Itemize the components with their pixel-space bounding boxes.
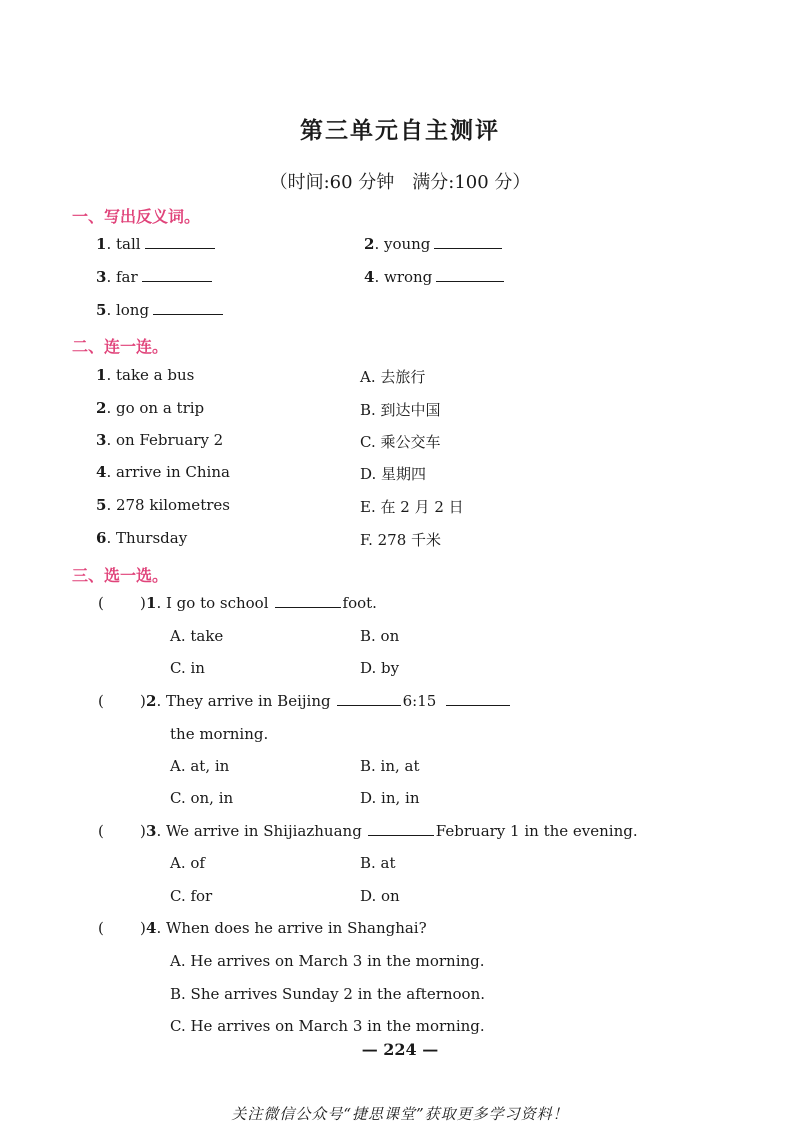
- question-3: [146, 822, 638, 840]
- question-2-line2: the morning.: [170, 725, 269, 743]
- option[interactable]: A. of: [170, 854, 205, 872]
- match-left-item: [96, 431, 223, 449]
- match-right-item: F. 278 千米: [360, 531, 442, 549]
- option[interactable]: A. at, in: [170, 757, 230, 775]
- option[interactable]: B. at: [360, 854, 396, 872]
- item-text: . take a bus: [106, 366, 195, 384]
- question-number: 4: [146, 919, 157, 937]
- match-left-item: [96, 366, 194, 384]
- answer-paren-open: (: [98, 594, 104, 612]
- option[interactable]: D. in, in: [360, 789, 420, 807]
- answer-paren-close: ): [140, 822, 146, 840]
- answer-blank[interactable]: [434, 247, 502, 249]
- item-text: . far: [106, 268, 138, 286]
- answer-paren-open: (: [98, 692, 104, 710]
- option[interactable]: D. on: [360, 887, 400, 905]
- option[interactable]: B. on: [360, 627, 400, 645]
- item-number: 4: [364, 268, 375, 286]
- answer-blank[interactable]: [446, 704, 510, 706]
- antonym-item: [96, 235, 215, 253]
- answer-blank[interactable]: [153, 313, 223, 315]
- question-text: . I go to school: [156, 594, 269, 612]
- question-text-mid: 6:15: [402, 692, 437, 710]
- match-right-item: C. 乘公交车: [360, 433, 441, 451]
- item-text: . 278 kilometres: [106, 496, 230, 514]
- answer-blank[interactable]: [368, 834, 434, 836]
- item-text: . go on a trip: [106, 399, 205, 417]
- item-number: 3: [96, 431, 107, 449]
- item-number: 3: [96, 268, 107, 286]
- item-number: 4: [96, 463, 107, 481]
- item-text: . arrive in China: [106, 463, 230, 481]
- question-2: [146, 692, 512, 710]
- item-text: . Thursday: [106, 529, 188, 547]
- page-title: 第三单元自主测评: [300, 117, 500, 144]
- antonym-item: [364, 235, 502, 253]
- question-text: . We arrive in Shijiazhuang: [156, 822, 362, 840]
- answer-blank[interactable]: [436, 280, 504, 282]
- question-text: . When does he arrive in Shanghai?: [156, 919, 427, 937]
- question-text-post: February 1 in the evening.: [435, 822, 638, 840]
- question-text-post: foot.: [342, 594, 377, 612]
- answer-paren-open: (: [98, 919, 104, 937]
- answer-paren-close: ): [140, 919, 146, 937]
- item-number: 2: [364, 235, 375, 253]
- question-4: [146, 919, 427, 937]
- option[interactable]: B. She arrives Sunday 2 in the afternoon.: [170, 985, 486, 1003]
- match-left-item: [96, 496, 230, 514]
- answer-paren-open: (: [98, 822, 104, 840]
- option[interactable]: D. by: [360, 659, 400, 677]
- antonym-item: [364, 268, 504, 286]
- match-right-item: A. 去旅行: [360, 368, 426, 386]
- answer-blank[interactable]: [337, 704, 401, 706]
- item-number: 6: [96, 529, 107, 547]
- option[interactable]: C. for: [170, 887, 213, 905]
- question-number: 1: [146, 594, 157, 612]
- antonym-item: [96, 268, 212, 286]
- item-text: . tall: [106, 235, 141, 253]
- answer-blank[interactable]: [145, 247, 215, 249]
- answer-paren-close: ): [140, 594, 146, 612]
- item-number: 1: [96, 235, 107, 253]
- item-number: 1: [96, 366, 107, 384]
- answer-blank[interactable]: [142, 280, 212, 282]
- question-1: [146, 594, 377, 612]
- answer-blank[interactable]: [275, 606, 341, 608]
- option[interactable]: A. take: [170, 627, 224, 645]
- antonym-item: [96, 301, 223, 319]
- option[interactable]: B. in, at: [360, 757, 420, 775]
- match-left-item: [96, 399, 204, 417]
- match-right-item: B. 到达中国: [360, 401, 441, 419]
- page-subtitle: （时间:60 分钟 满分:100 分）: [269, 172, 531, 193]
- section1-heading: 一、写出反义词。: [72, 207, 201, 226]
- option[interactable]: C. on, in: [170, 789, 234, 807]
- item-text: . wrong: [374, 268, 433, 286]
- match-right-item: D. 星期四: [360, 465, 427, 483]
- match-right-item: E. 在 2 月 2 日: [360, 498, 464, 516]
- item-text: . on February 2: [106, 431, 224, 449]
- section2-heading: 二、连一连。: [72, 337, 169, 356]
- answer-paren-close: ): [140, 692, 146, 710]
- item-text: . young: [374, 235, 431, 253]
- section3-heading: 三、选一选。: [72, 566, 169, 585]
- option[interactable]: C. in: [170, 659, 205, 677]
- item-number: 5: [96, 301, 107, 319]
- match-left-item: [96, 463, 230, 481]
- match-left-item: [96, 529, 187, 547]
- footer-note: 关注微信公众号“捷思课堂”获取更多学习资料！: [231, 1105, 569, 1123]
- option[interactable]: C. He arrives on March 3 in the morning.: [170, 1017, 485, 1035]
- question-text: . They arrive in Beijing: [156, 692, 331, 710]
- option[interactable]: A. He arrives on March 3 in the morning.: [170, 952, 485, 970]
- item-text: . long: [106, 301, 150, 319]
- question-number: 3: [146, 822, 157, 840]
- item-number: 5: [96, 496, 107, 514]
- item-number: 2: [96, 399, 107, 417]
- question-number: 2: [146, 692, 157, 710]
- page-number: — 224 —: [361, 1040, 439, 1059]
